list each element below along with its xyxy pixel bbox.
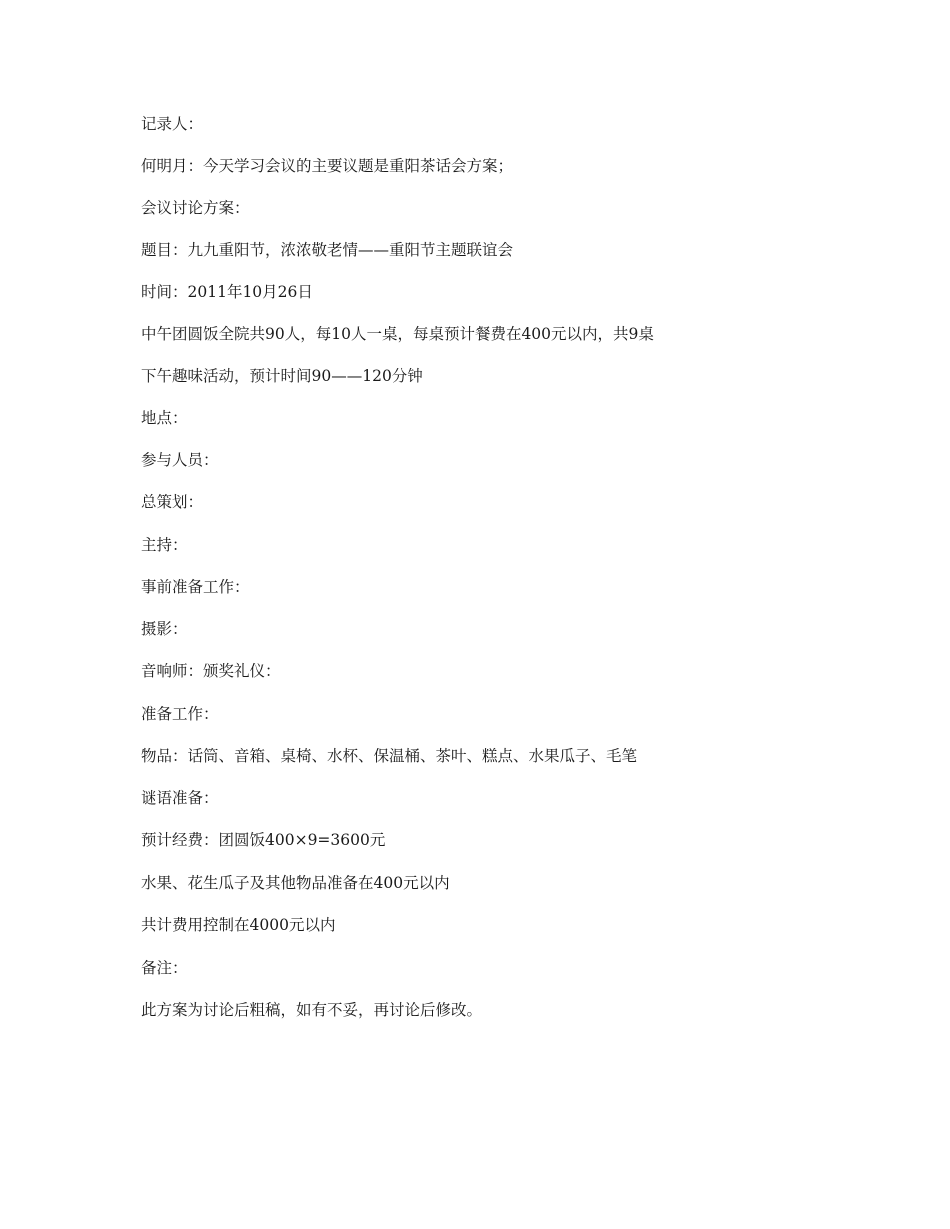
plan-heading: 会议讨论方案： xyxy=(141,199,250,217)
planner-line: 总策划： xyxy=(141,493,204,511)
recorder-line: 记录人： xyxy=(141,115,204,133)
agenda-line: 何明月：今天学习会议的主要议题是重阳茶话会方案； xyxy=(141,157,514,175)
budget-line: 预计经费：团圆饭400×9=3600元 xyxy=(141,831,386,849)
title-line: 题目：九九重阳节，浓浓敬老情——重阳节主题联谊会 xyxy=(141,241,514,259)
notes-line: 此方案为讨论后粗稿，如有不妥，再讨论后修改。 xyxy=(141,1001,483,1019)
photography-line: 摄影： xyxy=(141,620,188,638)
host-line: 主持： xyxy=(141,536,188,554)
lunch-line: 中午团圆饭全院共90人，每10人一桌，每桌预计餐费在400元以内，共9桌 xyxy=(141,325,654,343)
total-budget-line: 共计费用控制在4000元以内 xyxy=(141,916,336,934)
time-line: 时间：2011年10月26日 xyxy=(141,283,313,301)
notes-heading: 备注： xyxy=(141,959,188,977)
participants-line: 参与人员： xyxy=(141,451,219,469)
location-line: 地点： xyxy=(141,409,188,427)
supplies-line: 物品：话筒、音箱、桌椅、水杯、保温桶、茶叶、糕点、水果瓜子、毛笔 xyxy=(141,747,638,765)
prep-work-line: 准备工作： xyxy=(141,705,219,723)
fruit-budget-line: 水果、花生瓜子及其他物品准备在400元以内 xyxy=(141,874,450,892)
preparation-heading: 事前准备工作： xyxy=(141,578,250,596)
riddles-line: 谜语准备： xyxy=(141,789,219,807)
afternoon-activity-line: 下午趣味活动，预计时间90——120分钟 xyxy=(141,367,423,385)
sound-award-line: 音响师：颁奖礼仪： xyxy=(141,662,281,680)
